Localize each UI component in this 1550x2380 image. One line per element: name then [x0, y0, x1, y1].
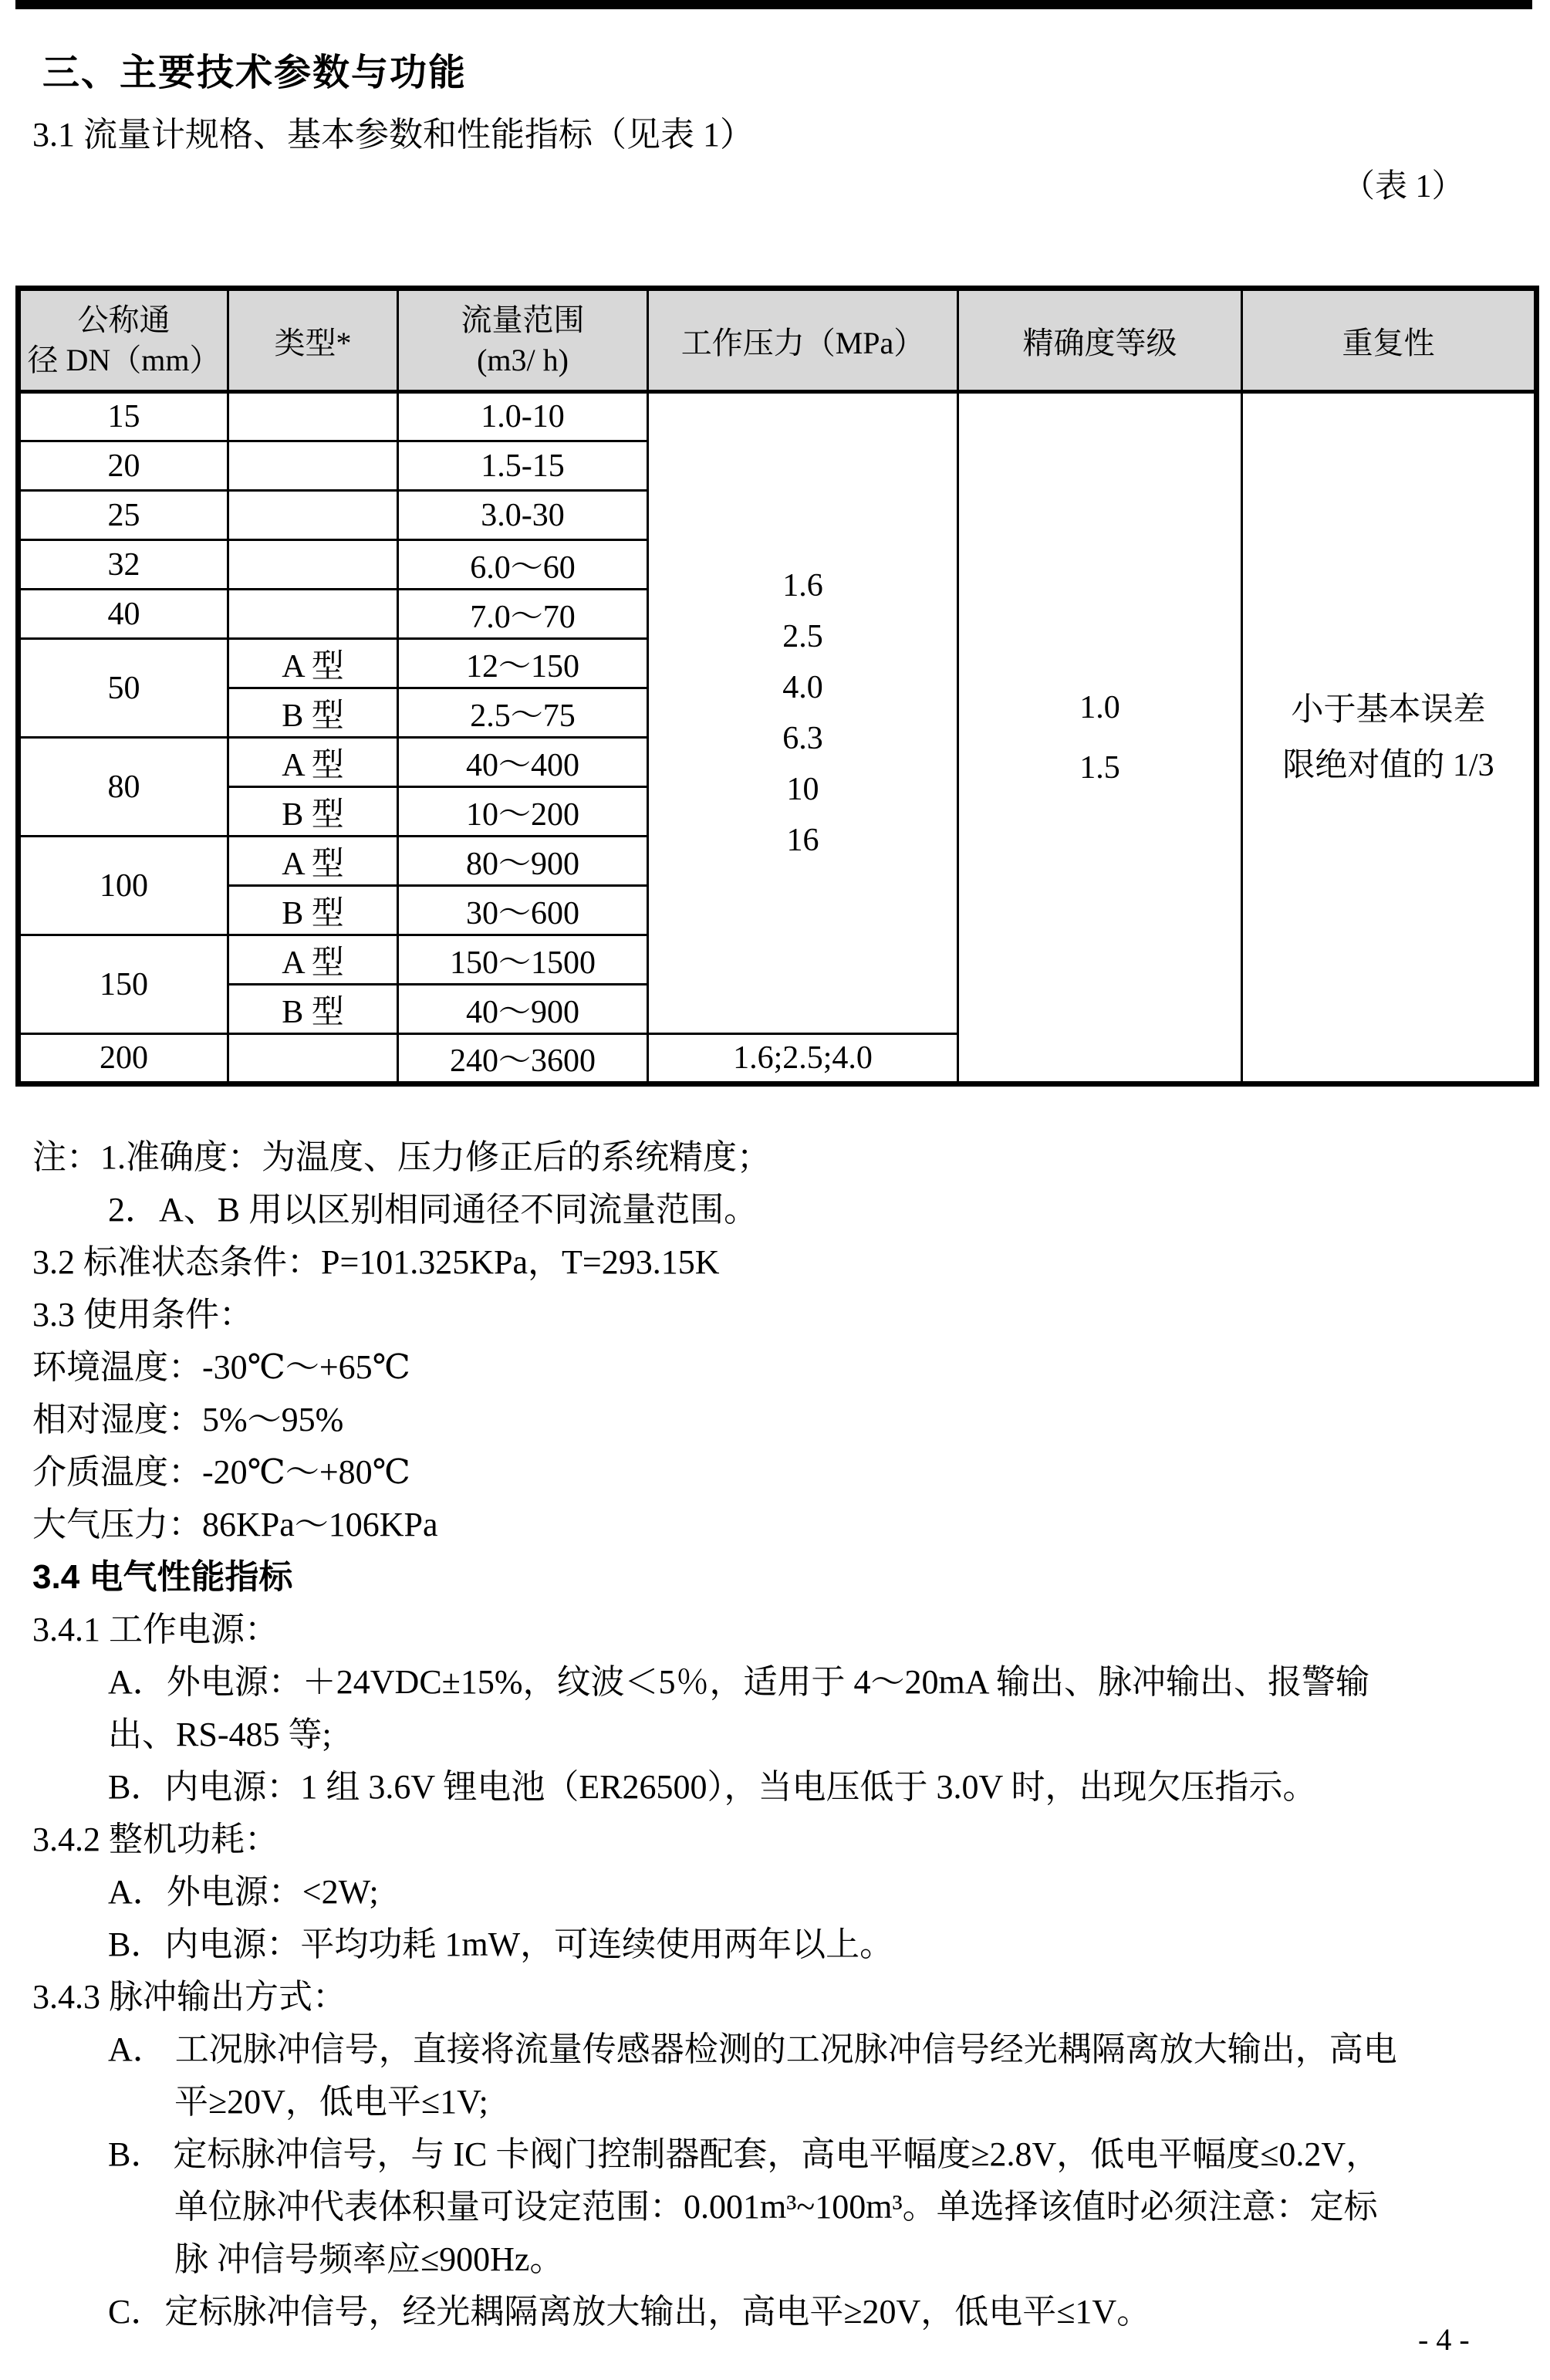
cell-type: B 型 — [228, 787, 398, 837]
item-3-4-3-a-line1: A． 工况脉冲信号，直接将流量传感器检测的工况脉冲信号经光耦隔离放大输出，高电 — [108, 2030, 1397, 2068]
item-3-4-2-a: A．外电源：<2W; — [108, 1873, 379, 1911]
ambient-temperature-line: 环境温度：-30℃～+65℃ — [32, 1348, 410, 1386]
page-header-rule — [15, 0, 1532, 9]
item-3-4-2-b: B．内电源：平均功耗 1mW，可连续使用两年以上。 — [108, 1925, 894, 1963]
cell-dn: 200 — [19, 1034, 228, 1084]
table-row — [19, 392, 1537, 441]
repeatability-line: 限绝对值的 1/3 — [1282, 747, 1494, 783]
cell-flow: 1.0-10 — [398, 392, 648, 441]
cell-dn: 15 — [19, 392, 228, 441]
item-3-4-3-a-line2: 平≥20V，低电平≤1V; — [174, 2083, 488, 2121]
cell-flow: 3.0-30 — [398, 491, 648, 540]
spec-table-header-row — [19, 289, 1537, 392]
cell-accuracy-merged — [958, 392, 1242, 1084]
cell-dn: 150 — [19, 935, 228, 1034]
cell-type: A 型 — [228, 935, 398, 985]
repeatability-line: 小于基本误差 — [1291, 691, 1486, 728]
subsection-3-2: 3.2 标准状态条件：P=101.325KPa，T=293.15K — [32, 1243, 720, 1281]
note-line-1: 注：1.准确度：为温度、压力修正后的系统精度； — [32, 1138, 771, 1176]
cell-dn: 40 — [19, 590, 228, 639]
cell-type — [228, 590, 398, 639]
subsection-3-4-3: 3.4.3 脉冲输出方式： — [32, 1978, 346, 2016]
col-header-accuracy: 精确度等级 — [958, 289, 1242, 392]
pressure-value: 1.6 — [782, 568, 823, 603]
subsection-3-4-1: 3.4.1 工作电源： — [32, 1611, 279, 1648]
table-1-label: （表 1） — [1342, 169, 1464, 205]
section-heading: 三、主要技术参数与功能 — [42, 52, 468, 93]
cell-flow: 150～1500 — [398, 935, 648, 985]
cell-pressure-200: 1.6;2.5;4.0 — [648, 1034, 958, 1084]
cell-type — [228, 392, 398, 441]
accuracy-value: 1.0 — [1079, 689, 1120, 725]
cell-type — [228, 491, 398, 540]
subsection-3-3: 3.3 使用条件： — [32, 1296, 253, 1334]
cell-dn: 50 — [19, 639, 228, 738]
item-3-4-1-b: B．内电源：1 组 3.6V 锂电池（ER26500），当电压低于 3.0V 时，出现欠压指示。 — [108, 1768, 1317, 1806]
pressure-value: 6.3 — [782, 721, 823, 756]
cell-dn: 25 — [19, 491, 228, 540]
pressure-value: 16 — [786, 823, 819, 858]
cell-type — [228, 441, 398, 491]
col-header-flow — [398, 289, 648, 392]
col-header-dn — [19, 289, 228, 392]
col-header-dn-line2: 径 DN（mm） — [27, 343, 221, 377]
pressure-value: 4.0 — [782, 670, 823, 705]
cell-flow: 40～400 — [398, 738, 648, 787]
cell-flow: 1.5-15 — [398, 441, 648, 491]
col-header-pressure: 工作压力（MPa） — [648, 289, 958, 392]
cell-dn: 100 — [19, 837, 228, 935]
cell-flow: 7.0～70 — [398, 590, 648, 639]
cell-repeatability-merged — [1242, 392, 1537, 1084]
cell-type: A 型 — [228, 738, 398, 787]
item-3-4-3-b-line1: B． 定标脉冲信号，与 IC 卡阀门控制器配套，高电平幅度≥2.8V，低电平幅度≤0.2V， — [108, 2135, 1380, 2173]
cell-dn: 80 — [19, 738, 228, 837]
col-header-repeatability: 重复性 — [1242, 289, 1537, 392]
cell-flow: 2.5～75 — [398, 688, 648, 738]
cell-type: B 型 — [228, 688, 398, 738]
item-3-4-1-a-line2: 出、RS-485 等; — [108, 1716, 332, 1753]
cell-type: A 型 — [228, 837, 398, 886]
cell-type: A 型 — [228, 639, 398, 688]
cell-dn: 32 — [19, 540, 228, 590]
cell-type: B 型 — [228, 886, 398, 935]
subsection-3-4-2: 3.4.2 整机功耗： — [32, 1820, 279, 1858]
note-line-2: 2．A、B 用以区别相同通径不同流量范围。 — [108, 1191, 758, 1229]
accuracy-value: 1.5 — [1079, 749, 1120, 786]
cell-flow: 240～3600 — [398, 1034, 648, 1084]
item-3-4-3-b-line3: 脉 冲信号频率应≤900Hz。 — [174, 2240, 564, 2278]
medium-temperature-line: 介质温度：-20℃～+80℃ — [32, 1453, 410, 1491]
pressure-value: 10 — [786, 772, 819, 807]
subsection-3-1-heading: 3.1 流量计规格、基本参数和性能指标（见表 1） — [32, 116, 754, 154]
item-3-4-1-a-line1: A．外电源：＋24VDC±15%，纹波＜5％，适用于 4～20mA 输出、脉冲输出、报警输 — [108, 1663, 1370, 1701]
cell-flow: 6.0～60 — [398, 540, 648, 590]
cell-flow: 10～200 — [398, 787, 648, 837]
pressure-value: 2.5 — [782, 619, 823, 654]
item-3-4-3-b-line2: 单位脉冲代表体积量可设定范围：0.001m³~100m³。单选择该值时必须注意：定标 — [174, 2188, 1378, 2226]
cell-dn: 20 — [19, 441, 228, 491]
atmospheric-pressure-line: 大气压力：86KPa～106KPa — [32, 1506, 438, 1543]
item-3-4-3-c: C．定标脉冲信号，经光耦隔离放大输出，高电平≥20V，低电平≤1V。 — [108, 2293, 1151, 2331]
relative-humidity-line: 相对湿度：5%～95% — [32, 1401, 344, 1438]
cell-flow: 30～600 — [398, 886, 648, 935]
cell-type — [228, 540, 398, 590]
cell-type — [228, 1034, 398, 1084]
cell-flow: 80～900 — [398, 837, 648, 886]
col-header-flow-line2: (m3/ h) — [477, 343, 569, 377]
cell-flow: 12～150 — [398, 639, 648, 688]
subsection-3-4-heading: 3.4 电气性能指标 — [32, 1558, 293, 1596]
page-number: - 4 - — [1418, 2322, 1470, 2357]
cell-flow: 40～900 — [398, 985, 648, 1034]
col-header-dn-line1: 公称通 — [77, 303, 171, 337]
spec-table — [15, 286, 1539, 1087]
col-header-type: 类型* — [228, 289, 398, 392]
cell-pressure-merged — [648, 392, 958, 1034]
body-text-section — [0, 1131, 1550, 2338]
cell-type: B 型 — [228, 985, 398, 1034]
col-header-flow-line1: 流量范围 — [461, 303, 585, 337]
